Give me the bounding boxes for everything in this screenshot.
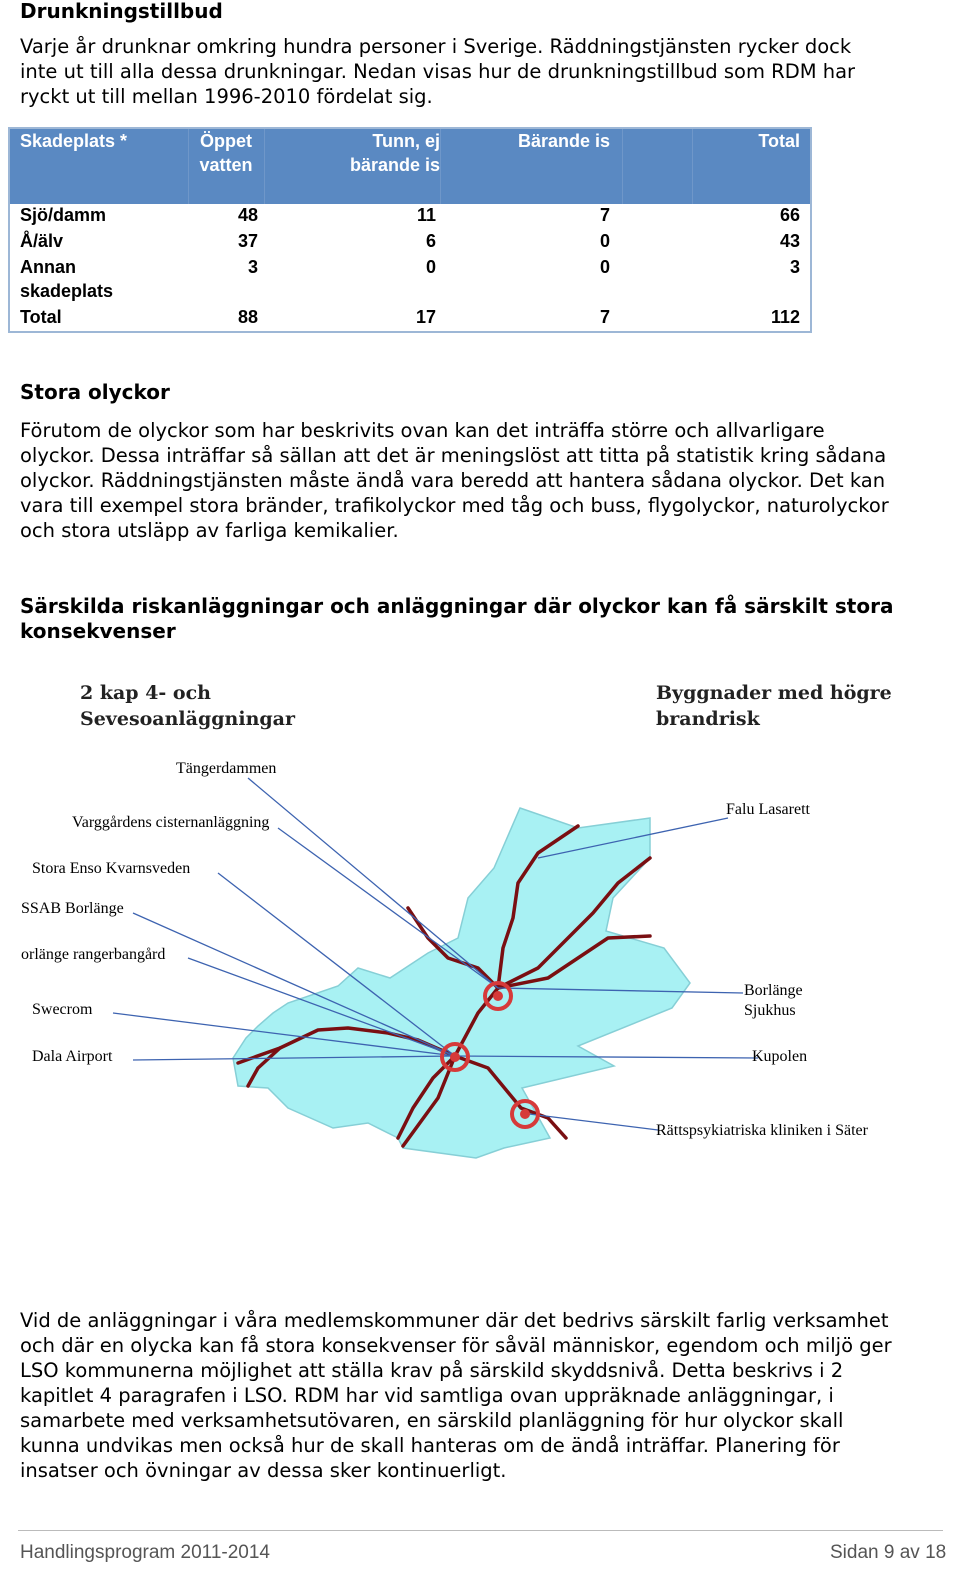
section-title-drowning: Drunkningstillbud	[20, 0, 223, 23]
footer-page-number: Sidan 9 av 18	[830, 1542, 947, 1563]
row-label-total: Total	[20, 307, 62, 327]
table-cell: 112	[770, 307, 800, 327]
table-cell: 7	[599, 307, 610, 327]
paragraph-line: Vid de anläggningar i våra medlemskommuner där det bedrivs särskilt farlig verksamhet	[20, 1309, 889, 1332]
row-label-a-alv: Å/älv	[20, 231, 64, 251]
map-label: Kupolen	[752, 1048, 808, 1065]
table-cell: 0	[599, 257, 610, 277]
table-cell: 11	[416, 205, 436, 225]
map-label: Varggårdens cisternanläggning	[72, 814, 270, 831]
table-cell: 7	[599, 205, 610, 225]
table-cell: 17	[415, 307, 436, 327]
paragraph-line: kapitlet 4 paragrafen i LSO. RDM har vid samtliga ovan uppräknade anläggningar, i	[20, 1384, 834, 1407]
risk-facilities-map	[18, 668, 940, 1280]
row-label-annan-skadeplats: Annan skadeplats	[20, 257, 114, 301]
municipality-region	[233, 808, 690, 1158]
map-label: Swecrom	[32, 1001, 93, 1018]
map-label-borlange-sjukhus: Borlänge Sjukhus	[744, 982, 803, 1019]
table-cell: 37	[237, 231, 258, 251]
paragraph-line: Förutom de olyckor som har beskrivits ovan kan det inträffa större och allvarligare	[20, 419, 825, 442]
paragraph-line: inte ut till alla dessa drunkningar. Nedan visas hur de drunkningstillbud som RDM har	[20, 60, 856, 83]
paragraph-line: olyckor. Räddningstjänsten måste ändå vara beredd att hantera sådana olyckor. Det kan	[20, 469, 886, 492]
row-label-sjo-damm: Sjö/damm	[20, 205, 107, 225]
table-cell: 3	[789, 257, 800, 277]
table-header	[10, 129, 810, 204]
paragraph-line: LSO kommunerna möjlighet att ställa krav på särskild skyddsnivå. Detta beskrivs i 2	[20, 1359, 844, 1382]
stora-olyckor-paragraph	[20, 418, 889, 543]
map-heading-left: 2 kap 4- och Sevesoanläggningar	[80, 682, 295, 730]
header-total: Total	[758, 131, 800, 151]
paragraph-line: insatser och övningar av dessa sker kontinuerligt.	[20, 1459, 507, 1482]
paragraph-line: och där en olycka kan få stora konsekvenser för såväl människor, egendom och miljö ger	[20, 1334, 892, 1357]
map-label: Dala Airport	[32, 1048, 113, 1065]
header-barande-is: Bärande is	[517, 131, 610, 151]
map-label: Rättspsykiatriska kliniken i Säter	[656, 1122, 868, 1139]
map-label: orlänge rangerbangård	[21, 946, 166, 963]
table-cell: 6	[425, 231, 436, 251]
map-label: Tängerdammen	[176, 760, 277, 777]
map-label: SSAB Borlänge	[21, 900, 124, 917]
paragraph-line: olyckor. Dessa inträffar så sällan att det är meningslöst att titta på statistik kring sådana	[20, 444, 887, 467]
section-title-stora-olyckor: Stora olyckor	[20, 380, 170, 404]
drowning-table	[8, 127, 812, 333]
header-tunn-is: Tunn, ej bärande is	[349, 131, 440, 175]
header-oppet-vatten: Öppet vatten	[199, 131, 253, 175]
paragraph-line: vara till exempel stora bränder, trafikolyckor med tåg och buss, flygolyckor, naturolyckor	[20, 494, 889, 517]
table-cell: 48	[237, 205, 258, 225]
table-cell: 0	[599, 231, 610, 251]
table-cell: 88	[237, 307, 258, 327]
paragraph-line: ryckt ut till mellan 1996-2010 fördelat sig.	[20, 85, 433, 108]
map-label: Falu Lasarett	[726, 801, 810, 818]
paragraph-line: Varje år drunknar omkring hundra personer i Sverige. Räddningstjänsten rycker dock	[20, 35, 852, 58]
table-cell: 43	[779, 231, 800, 251]
paragraph-line: kunna undvikas men också hur de skall hanteras om de ändå inträffar. Planering för	[20, 1434, 840, 1457]
map-heading-right: Byggnader med högre brandrisk	[656, 682, 892, 730]
footer-document-title: Handlingsprogram 2011-2014	[20, 1542, 270, 1563]
paragraph-line: samarbete med verksamhetsutövaren, en särskild planläggning för hur olyckor skall	[20, 1409, 844, 1432]
footer-divider	[18, 1530, 943, 1531]
table-cell: 3	[247, 257, 258, 277]
header-skadeplats: Skadeplats *	[20, 131, 128, 151]
drowning-paragraph	[20, 34, 855, 109]
special-protection-paragraph	[20, 1308, 892, 1483]
table-cell: 66	[779, 205, 800, 225]
paragraph-line: och stora utsläpp av farliga kemikalier.	[20, 519, 399, 542]
table-cell: 0	[425, 257, 436, 277]
section-title-riskanlaggningar: Särskilda riskanläggningar och anläggningar där olyckor kan få särskilt stora konsekvenser	[20, 594, 894, 643]
map-label: Stora Enso Kvarnsveden	[32, 860, 191, 877]
